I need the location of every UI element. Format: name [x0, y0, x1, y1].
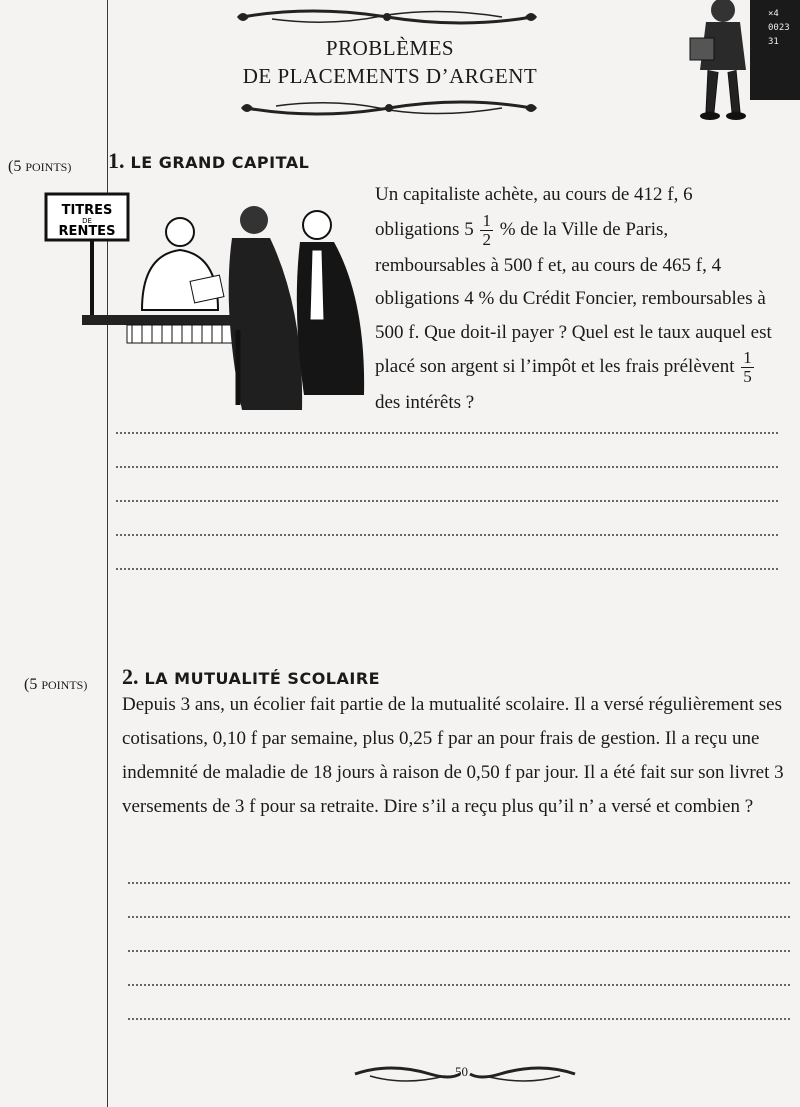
bottom-title-flourish-icon [236, 96, 542, 120]
sign-text-3: RENTES [58, 224, 116, 239]
top-flourish-icon [232, 5, 542, 29]
answer-line[interactable] [116, 568, 778, 570]
sign-text-1: TITRES [61, 203, 113, 218]
answer-line[interactable] [116, 500, 778, 502]
svg-text:×4: ×4 [768, 9, 779, 19]
bank-clerks-illustration [42, 190, 372, 415]
sign-text-2: DE [82, 217, 92, 225]
problem-1-text: Un capitaliste achète, au cours de 412 f, 6 obligations 5 $\frac{1}{2}$ % de la Ville de Paris, remboursables à 500 f et, au cours de 465 f, 4 obligations 4 % du Crédit Foncier, remboursables à 500 f. Que doit-il payer ? Quel est le taux auquel est placé son argent si l’impôt et les frais prélèvent $\frac{1}{5}$ des intérêts ? [375, 184, 772, 413]
page-title-line-1: PROBLÈMES [325, 36, 455, 60]
svg-text:31: 31 [768, 37, 779, 47]
answer-line[interactable] [128, 950, 790, 952]
answer-line[interactable] [128, 984, 790, 986]
page-number: 50 [455, 1064, 468, 1079]
schoolboy-illustration [688, 0, 800, 130]
problem-1-heading: 1. LE GRAND CAPITAL [108, 148, 310, 173]
fraction-one-half: $\frac{1}{2}$ [482, 210, 491, 249]
problem-2-heading: 2. LA MUTUALITÉ SCOLAIRE [122, 664, 381, 689]
page-title-line-2: DE PLACEMENTS D’ARGENT [242, 64, 538, 88]
answer-line[interactable] [116, 534, 778, 536]
fraction-one-fifth: $\frac{1}{5}$ [743, 348, 752, 386]
answer-line[interactable] [128, 916, 790, 918]
answer-line[interactable] [116, 466, 778, 468]
answer-line[interactable] [116, 432, 778, 434]
problem-2-text: Depuis 3 ans, un écolier fait partie de la mutualité scolaire. Il a versé régulièrement ses cotisations, 0,10 f par semaine, plus 0,25 f par an pour frais de gestion. Il a reçu une indemnité de maladie de 18 jours à raison de 0,50 f par jour. Il a été fait sur son livret 3 versements de 3 f pour sa retraite. Dire s’il a reçu plus qu’il n’ a versé et combien ? [122, 694, 784, 817]
points-label-2: (5 POINTS) [24, 676, 88, 693]
answer-line[interactable] [128, 882, 790, 884]
svg-text:0023: 0023 [768, 23, 790, 33]
points-label-1: (5 POINTS) [8, 158, 72, 175]
answer-line[interactable] [128, 1018, 790, 1020]
